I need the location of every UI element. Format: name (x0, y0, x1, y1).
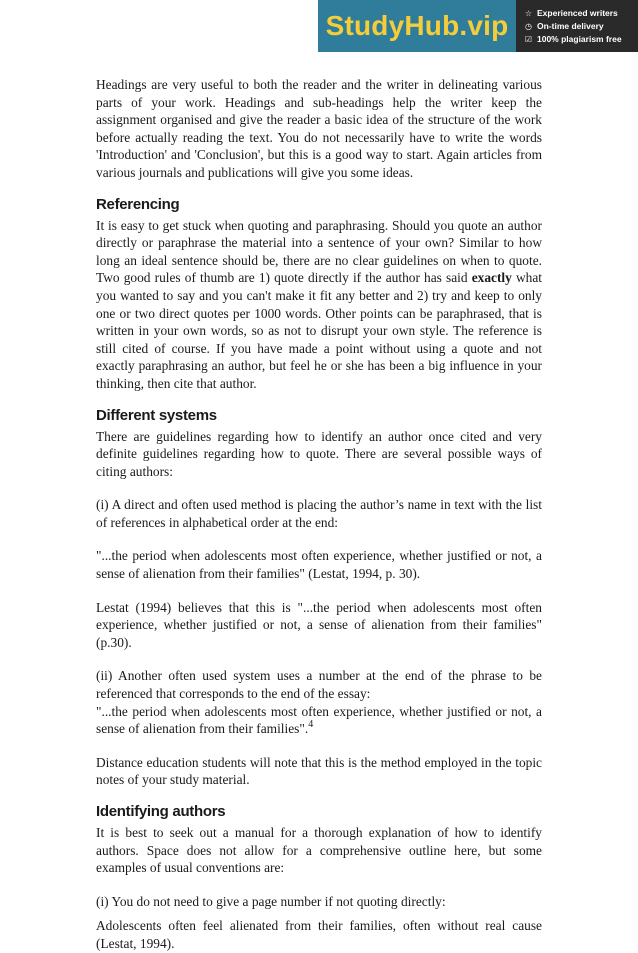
feature-on-time-delivery (524, 21, 638, 31)
heading-referencing: Referencing (96, 195, 180, 213)
quote-three (96, 703, 542, 738)
quote-two: Lestat (1994) believes that this is "...the period when adolescents most often experience, whether justified or not, a sense of alienation from their families" (p.30). (96, 599, 542, 650)
footnote-marker: 4 (308, 719, 314, 731)
referencing-text-part2: what you wanted to say and you can't make it fit any better and 2) try and keep to only one or two direct quotes per 1000 words. Other points can be paraphrased, that is written in your own words, so as not to disrupt your own style. The reference is still cited of course. If you have made a point without using a quote and not exactly paraphrasing an author, but feel he or she has been a big influence in your thinking, then cite that author. (96, 270, 542, 391)
feature-label: Experienced writers (537, 8, 618, 18)
banner-features (516, 0, 638, 52)
clock-icon: ◷ (525, 21, 532, 31)
star-icon: ☆ (524, 8, 533, 18)
example-one: Adolescents often feel alienated from their families, often without real cause (Lestat, 1994). (96, 918, 542, 951)
emphasis-exactly: exactly (471, 270, 512, 286)
intro-paragraph: Headings are very useful to both the reader and the writer in delineating various parts of your work. Headings and sub-headings help the writer keep the assignment organised and give the reader a basic idea of the structure of the work before actually reading the text. You do not necessarily have to write the words 'Introduction' and 'Conclusion', but this is a good way to start. Again articles from various journals and publications will give you some ideas. (96, 77, 542, 180)
method-two: (ii) Another often used system uses a number at the end of the phrase to be referenced that corresponds to the end of the essay: (96, 668, 542, 702)
badge-icon: ☑ (524, 34, 533, 44)
quote-one: "...the period when adolescents most often experience, whether justified or not, a sense of alienation from their families" (Lestat, 1994, p. 30). (96, 548, 542, 582)
feature-experienced-writers (524, 8, 638, 18)
method-one: (i) A direct and often used method is placing the author’s name in text with the list of references in alphabetical order at the end: (96, 497, 542, 530)
systems-intro: There are guidelines regarding how to identify an author once cited and very definite guidelines regarding how to quote. There are several possible ways of citing authors: (96, 428, 542, 479)
rule-one: (i) You do not need to give a page number if not quoting directly: (96, 893, 446, 909)
studyhub-logo[interactable]: StudyHub.vip (318, 0, 516, 52)
referencing-text-part1: It is easy to get stuck when quoting and paraphrasing. Should you quote an author directly or paraphrase the material into a sentence of your own? Similar to how long an ideal sentence should be, there are no clear guidelines on when to quote. Two good rules of thumb are 1) quote directly if the author has said (96, 217, 542, 286)
document-body (96, 76, 542, 953)
studyhub-banner[interactable] (318, 0, 638, 52)
referencing-paragraph (96, 217, 542, 393)
feature-plagiarism-free (524, 34, 638, 44)
distance-note: Distance education students will note that this is the method employed in the topic notes of your study material. (96, 754, 542, 788)
heading-different-systems: Different systems (96, 406, 217, 424)
feature-label: 100% plagiarism free (537, 34, 622, 44)
quote-three-text: "...the period when adolescents most often experience, whether justified or not, a sense of alienation from their families". (96, 703, 542, 737)
feature-label: On-time delivery (537, 21, 604, 31)
identifying-intro: It is best to seek out a manual for a thorough explanation of how to identify authors. Space does not allow for a comprehensive outline here, but some examples of usual conventions are: (96, 825, 542, 876)
heading-identifying-authors: Identifying authors (96, 803, 226, 820)
